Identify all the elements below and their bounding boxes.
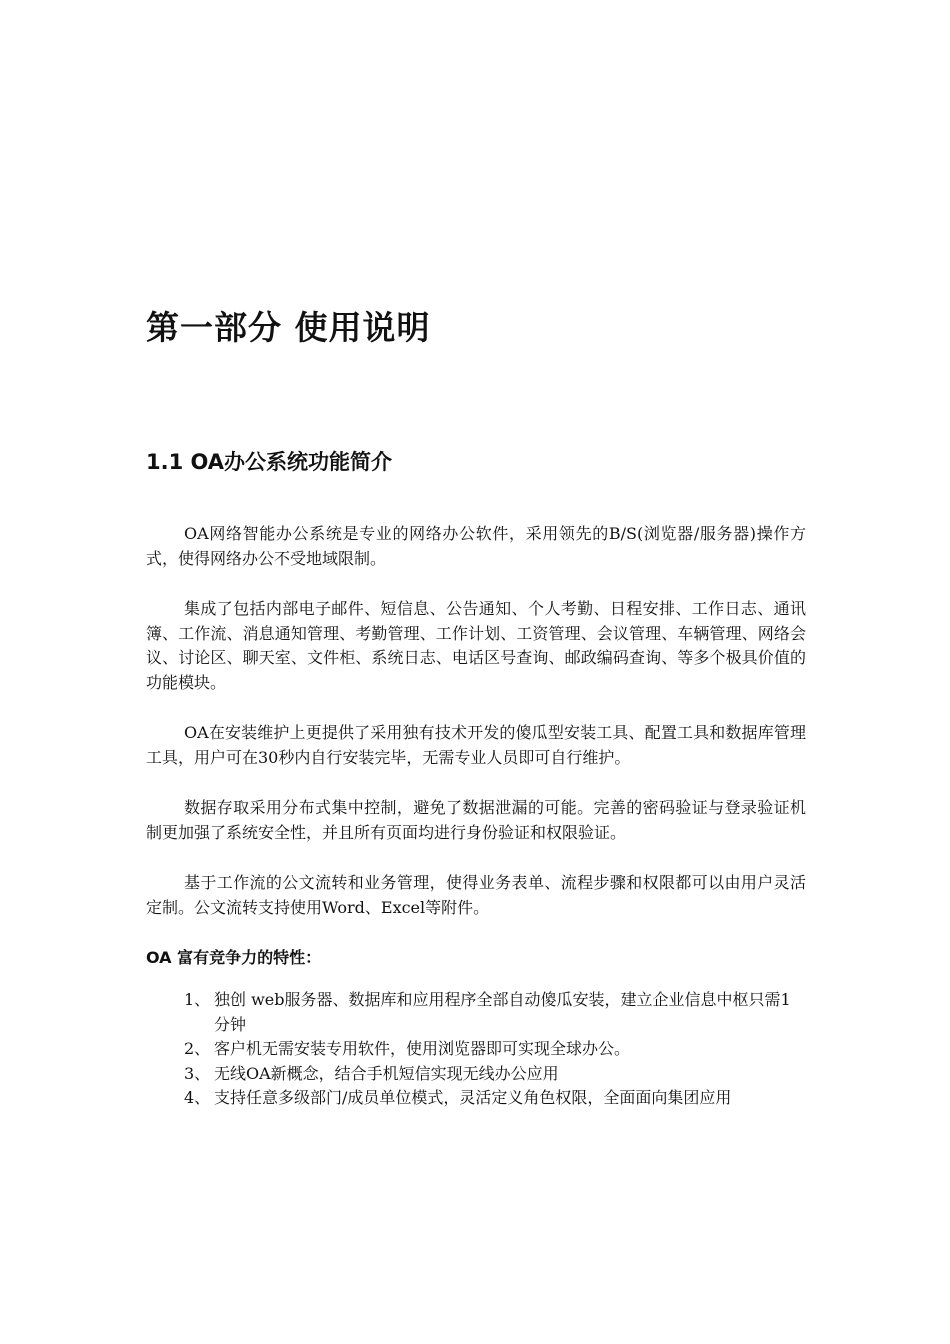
paragraph: OA网络智能办公系统是专业的网络办公软件，采用领先的B/S(浏览器/服务器)操作方式，使得网络办公不受地域限制。 bbox=[146, 524, 806, 568]
list-item-text: 客户机无需安装专用软件，使用浏览器即可实现全球办公。 bbox=[214, 1039, 631, 1058]
list-item-text: 支持任意多级部门/成员单位模式，灵活定义角色权限，全面面向集团应用 bbox=[214, 1088, 732, 1107]
features-heading: OA 富有竞争力的特性： bbox=[146, 948, 322, 967]
paragraph: 集成了包括内部电子邮件、短信息、公告通知、个人考勤、日程安排、工作日志、通讯簿、工作流、消息通知管理、考勤管理、工作计划、工资管理、会议管理、车辆管理、网络会议、讨论区、聊天室、文件柜、系统日志、电话区号查询、邮政编码查询、等多个极具价值的功能模块。 bbox=[146, 599, 806, 692]
paragraph: 数据存取采用分布式集中控制，避免了数据泄漏的可能。完善的密码验证与登录验证机制更加强了系统安全性，并且所有页面均进行身份验证和权限验证。 bbox=[146, 798, 806, 842]
list-item bbox=[146, 1062, 806, 1087]
document-body bbox=[146, 522, 806, 1111]
list-item-text: 独创 web服务器、数据库和应用程序全部自动傻瓜安装，建立企业信息中枢只需1分钟 bbox=[214, 990, 791, 1034]
list-item bbox=[146, 1086, 806, 1111]
section-title: 1.1 OA办公系统功能简介 bbox=[146, 450, 393, 474]
paragraph: OA在安装维护上更提供了采用独有技术开发的傻瓜型安装工具、配置工具和数据库管理工具，用户可在30秒内自行安装完毕，无需专业人员即可自行维护。 bbox=[146, 723, 806, 767]
list-item-number: 2、 bbox=[184, 1039, 211, 1058]
list-item-number: 1、 bbox=[184, 990, 211, 1009]
list-item bbox=[146, 988, 806, 1037]
list-item-number: 4、 bbox=[184, 1088, 211, 1107]
feature-list bbox=[146, 988, 806, 1111]
part-title: 第一部分 使用说明 bbox=[146, 308, 431, 347]
list-item-number: 3、 bbox=[184, 1063, 211, 1083]
paragraph: 基于工作流的公文流转和业务管理，使得业务表单、流程步骤和权限都可以由用户灵活定制。公文流转支持使用Word、Excel等附件。 bbox=[146, 873, 806, 917]
list-item-text: 无线OA新概念，结合手机短信实现无线办公应用 bbox=[214, 1063, 559, 1083]
list-item bbox=[146, 1037, 806, 1062]
